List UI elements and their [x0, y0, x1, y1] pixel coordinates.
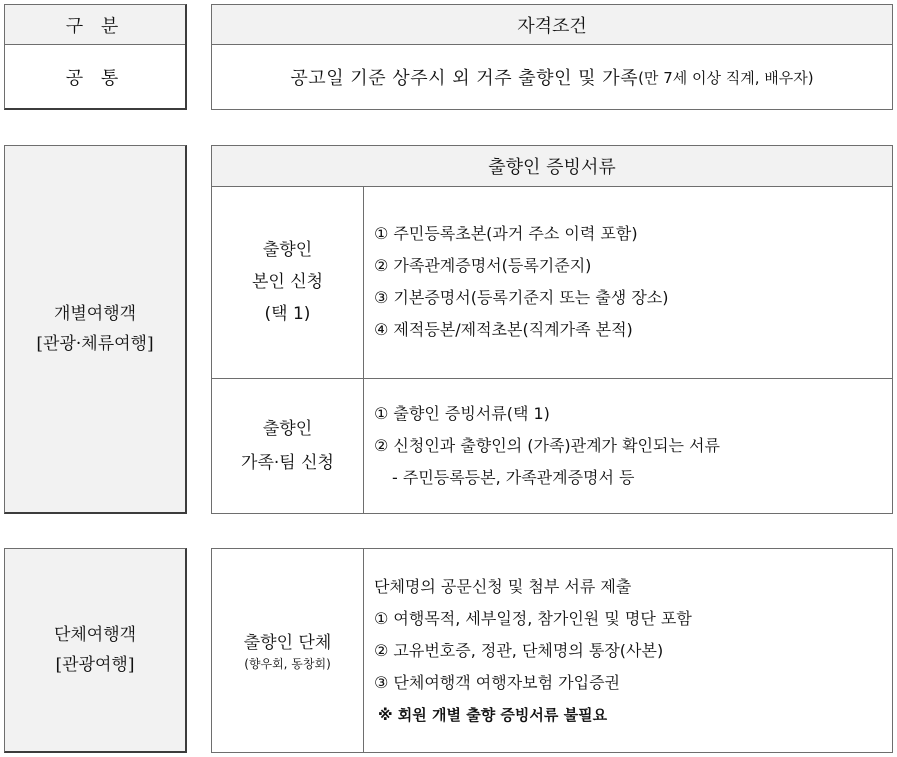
family-apply-label: 출향인 가족·팀 신청	[241, 419, 334, 473]
group-note: ※ 회원 개별 출향 증빙서류 불필요	[378, 705, 608, 724]
documents-header: 출향인 증빙서류	[212, 146, 892, 186]
list-item: ③ 기본증명서(등록기준지 또는 출생 장소)	[374, 288, 669, 307]
group-applicant-label: 출향인 단체 (향우회, 동창회)	[243, 632, 332, 671]
category-column	[4, 4, 187, 110]
qualification-column	[211, 4, 893, 110]
list-item: ① 출향인 증빙서류(택 1)	[374, 404, 550, 423]
list-item: ① 주민등록초본(과거 주소 이력 포함)	[374, 224, 638, 243]
group-intro: 단체명의 공문신청 및 첨부 서류 제출	[374, 576, 632, 596]
group-documents	[364, 549, 892, 752]
common-label: 공 통	[65, 67, 125, 89]
self-apply-label: 출향인 본인 신청 (택 1)	[251, 240, 324, 324]
group-documents-table	[211, 548, 893, 753]
list-item: ③ 단체여행객 여행자보험 가입증권	[374, 672, 620, 692]
list-item: ② 고유번호증, 정관, 단체명의 통장(사본)	[374, 640, 664, 660]
column-divider	[363, 187, 364, 513]
list-item: - 주민등록등본, 가족관계증명서 등	[392, 468, 635, 487]
list-item: ④ 제적등본/제적초본(직계가족 본적)	[374, 320, 633, 339]
category-header: 구 분	[5, 5, 185, 44]
group-traveler-label: 단체여행객 [관광여행]	[4, 548, 187, 753]
self-apply-documents	[364, 187, 892, 377]
individual-documents-table	[211, 145, 893, 514]
list-item: ② 신청인과 출향인의 (가족)관계가 확인되는 서류	[374, 436, 720, 455]
list-item: ① 여행목적, 세부일정, 참가인원 및 명단 포함	[374, 608, 692, 628]
family-apply-documents	[364, 379, 892, 513]
qualification-header: 자격조건	[212, 5, 892, 44]
common-qualification-text: 공고일 기준 상주시 외 거주 출향인 및 가족 (만 7세 이상 직계, 배우자)	[290, 68, 814, 89]
individual-traveler-label: 개별여행객 [관광·체류여행]	[4, 145, 187, 514]
list-item: ② 가족관계증명서(등록기준지)	[374, 256, 592, 275]
